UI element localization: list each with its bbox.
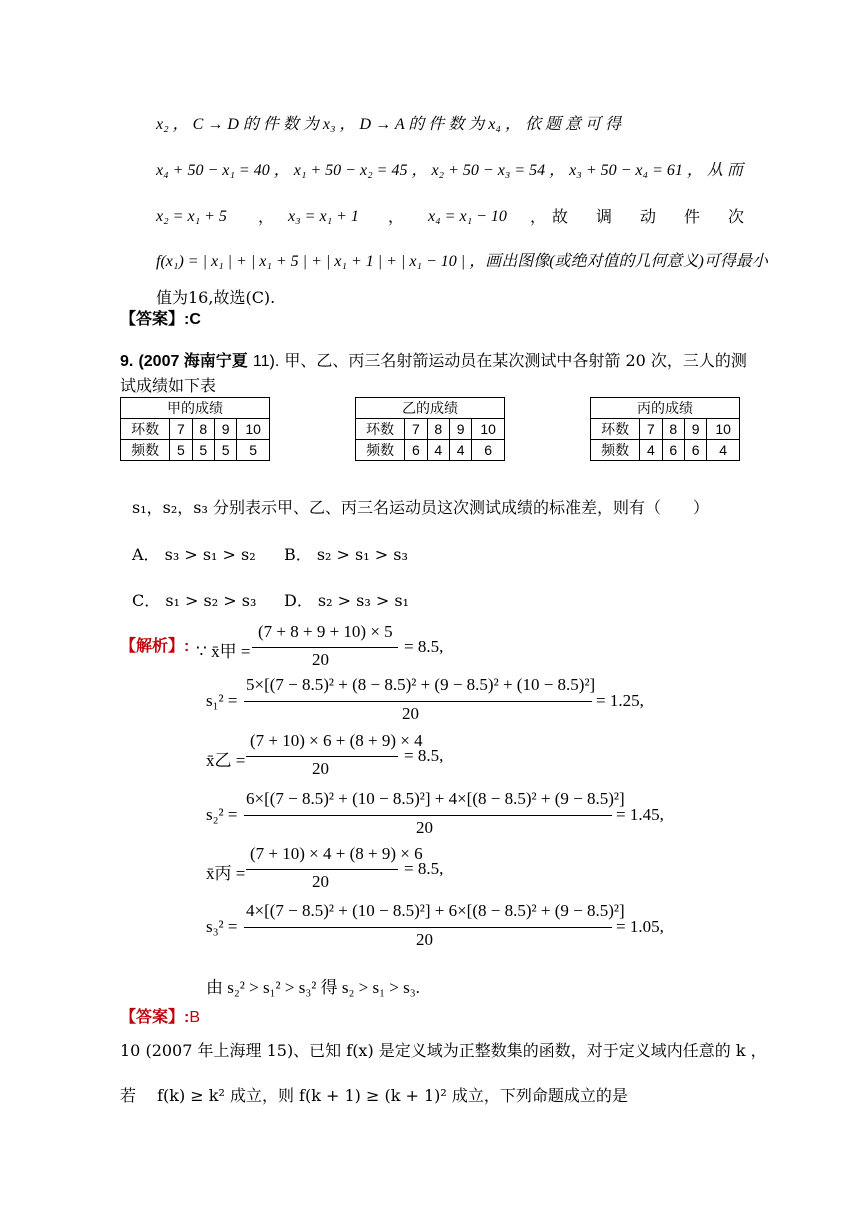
table-cell: 10 — [472, 419, 505, 440]
score-table-yi — [355, 397, 505, 461]
table-row-label: 环数 — [121, 419, 170, 440]
q9-question: s₁，s₂，s₃ 分别表示甲、乙、丙三名运动员这次测试成绩的标准差，则有（ ） — [132, 498, 709, 517]
intro-line-2: x₄ + 50 − x₁ = 40 ， x₁ + 50 − x₂ = 45 ， x₂ + 50 − x₃ = 54 ， x₃ + 50 − x₄ = 61 ， 从 而 — [156, 162, 743, 179]
intro-line-3e: x₄ = x₁ − 10 — [428, 208, 507, 225]
eq4-fraction-bar — [244, 815, 612, 816]
table-cell: 6 — [472, 440, 505, 461]
solution-label: 【解析】: — [120, 638, 190, 655]
table-cell: 8 — [427, 419, 449, 440]
q9-source: (2007 海南宁夏 — [138, 353, 248, 370]
table-cell: 6 — [684, 440, 706, 461]
eq2-numerator: 5×[(7 − 8.5)² + (8 − 8.5)² + (9 − 8.5)² + (10 − 8.5)²] — [246, 675, 596, 694]
answer-label: 【答案】 — [120, 309, 185, 328]
intro-line-3g: 故 调 动 件 次 — [552, 207, 751, 226]
eq2-denominator: 20 — [402, 704, 419, 723]
eq3-numerator: (7 + 10) × 6 + (8 + 9) × 4 — [250, 731, 423, 750]
table-row-label: 频数 — [356, 440, 405, 461]
eq3-denominator: 20 — [312, 759, 329, 778]
table-cell: 7 — [640, 419, 662, 440]
table-title: 乙的成绩 — [356, 398, 505, 419]
table-cell: 4 — [707, 440, 740, 461]
table-cell: 9 — [449, 419, 471, 440]
solution-conclusion: 由 s₂² > s₁² > s₃² 得 s₂ > s₁ > s₃. — [206, 978, 420, 997]
eq6-numerator: 4×[(7 − 8.5)² + (10 − 8.5)²] + 6×[(8 − 8.5)² + (9 − 8.5)²] — [246, 901, 625, 920]
table-title: 丙的成绩 — [591, 398, 740, 419]
intro-line-3a: x₂ = x₁ + 5 — [156, 208, 227, 225]
intro-line-1: x₂ ， C → D 的 件 数 为 x₃ ， D → A 的 件 数 为 x₄ ， 依 题 意 可 得 — [156, 116, 621, 133]
eq1-numerator: (7 + 8 + 9 + 10) × 5 — [258, 622, 393, 641]
table-row-label: 频数 — [591, 440, 640, 461]
eq1-fraction-bar — [252, 647, 398, 648]
table-cell: 7 — [170, 419, 192, 440]
answer-2-value: B — [189, 1009, 201, 1026]
eq1-rhs: = 8.5, — [404, 637, 444, 656]
table-row-label: 环数 — [356, 419, 405, 440]
table-cell: 5 — [214, 440, 236, 461]
eq5-lhs: x̄丙 = — [206, 864, 246, 883]
eq6-lhs: s₃² = — [206, 917, 238, 936]
eq6-denominator: 20 — [416, 930, 433, 949]
eq2-fraction-bar — [244, 701, 592, 702]
eq3-rhs: = 8.5, — [404, 746, 444, 765]
eq2-lhs: s₁² = — [206, 691, 238, 710]
eq4-numerator: 6×[(7 − 8.5)² + (10 − 8.5)²] + 4×[(8 − 8.5)² + (9 − 8.5)²] — [246, 789, 625, 808]
table-cell: 8 — [662, 419, 684, 440]
table-cell: 5 — [237, 440, 270, 461]
q10-line-2: 若 f(k) ≥ k² 成立，则 f(k + 1) ≥ (k + 1)² 成立，下列命题成立的是 — [120, 1086, 628, 1105]
table-row-label: 环数 — [591, 419, 640, 440]
eq5-numerator: (7 + 10) × 4 + (8 + 9) × 6 — [250, 844, 423, 863]
option-c: C． s₁ > s₂ > s₃ — [132, 591, 257, 610]
eq5-fraction-bar — [246, 869, 398, 870]
table-cell: 8 — [192, 419, 214, 440]
score-table-bing — [590, 397, 740, 461]
table-cell: 9 — [684, 419, 706, 440]
intro-line-3c: x₃ = x₁ + 1 — [288, 208, 359, 225]
answer-2-label: 【答案】: — [120, 1009, 190, 1026]
table-row-label: 频数 — [121, 440, 170, 461]
eq6-rhs: = 1.05, — [616, 917, 664, 936]
table-title: 甲的成绩 — [121, 398, 270, 419]
eq4-lhs: s₂² = — [206, 805, 238, 824]
q9-source-tail: 11). — [252, 353, 280, 370]
intro-line-3b: ， — [258, 207, 275, 226]
intro-line-4: f(x₁) = | x₁ | + | x₁ + 5 | + | x₁ + 1 | + | x₁ − 10 | ，画出图像(或绝对值的几何意义)可得最小 — [156, 253, 768, 270]
answer-1 — [120, 308, 201, 331]
eq4-rhs: = 1.45, — [616, 805, 664, 824]
table-cell: 6 — [662, 440, 684, 461]
table-cell: 6 — [405, 440, 427, 461]
option-b: B． s₂ > s₁ > s₃ — [284, 545, 408, 564]
q9-stem-line-2: 试成绩如下表 — [120, 376, 217, 395]
q9-stem-line-1 — [120, 350, 747, 373]
intro-line-5: 值为16,故选(C). — [156, 288, 276, 307]
answer-2 — [120, 1006, 200, 1029]
table-cell: 10 — [707, 419, 740, 440]
eq1-lhs: ∵ x̄甲 = — [196, 642, 251, 661]
answer-value: :C — [184, 311, 201, 328]
table-cell: 9 — [214, 419, 236, 440]
eq2-rhs: = 1.25, — [596, 691, 644, 710]
eq1-denominator: 20 — [312, 650, 329, 669]
eq3-fraction-bar — [246, 756, 398, 757]
q9-number: 9. — [120, 353, 134, 370]
eq5-denominator: 20 — [312, 872, 329, 891]
score-table-jia — [120, 397, 270, 461]
option-d: D． s₂ > s₃ > s₁ — [284, 591, 409, 610]
table-cell: 4 — [427, 440, 449, 461]
option-a: A． s₃ > s₁ > s₂ — [132, 545, 256, 564]
table-cell: 5 — [170, 440, 192, 461]
eq4-denominator: 20 — [416, 818, 433, 837]
table-cell: 10 — [237, 419, 270, 440]
q9-stem: 甲、乙、丙三名射箭运动员在某次测试中各射箭 20 次，三人的测 — [284, 351, 747, 370]
table-cell: 7 — [405, 419, 427, 440]
table-cell: 4 — [449, 440, 471, 461]
q10-line-1: 10 (2007 年上海理 15)、已知 f(x) 是定义域为正整数集的函数，对于定义域内任意的 k ， — [120, 1041, 767, 1060]
intro-line-3d: ， — [388, 207, 405, 226]
eq5-rhs: = 8.5, — [404, 859, 444, 878]
intro-line-3f: ， — [530, 207, 547, 226]
table-cell: 5 — [192, 440, 214, 461]
eq6-fraction-bar — [244, 927, 612, 928]
table-cell: 4 — [640, 440, 662, 461]
eq3-lhs: x̄乙 = — [206, 751, 246, 770]
